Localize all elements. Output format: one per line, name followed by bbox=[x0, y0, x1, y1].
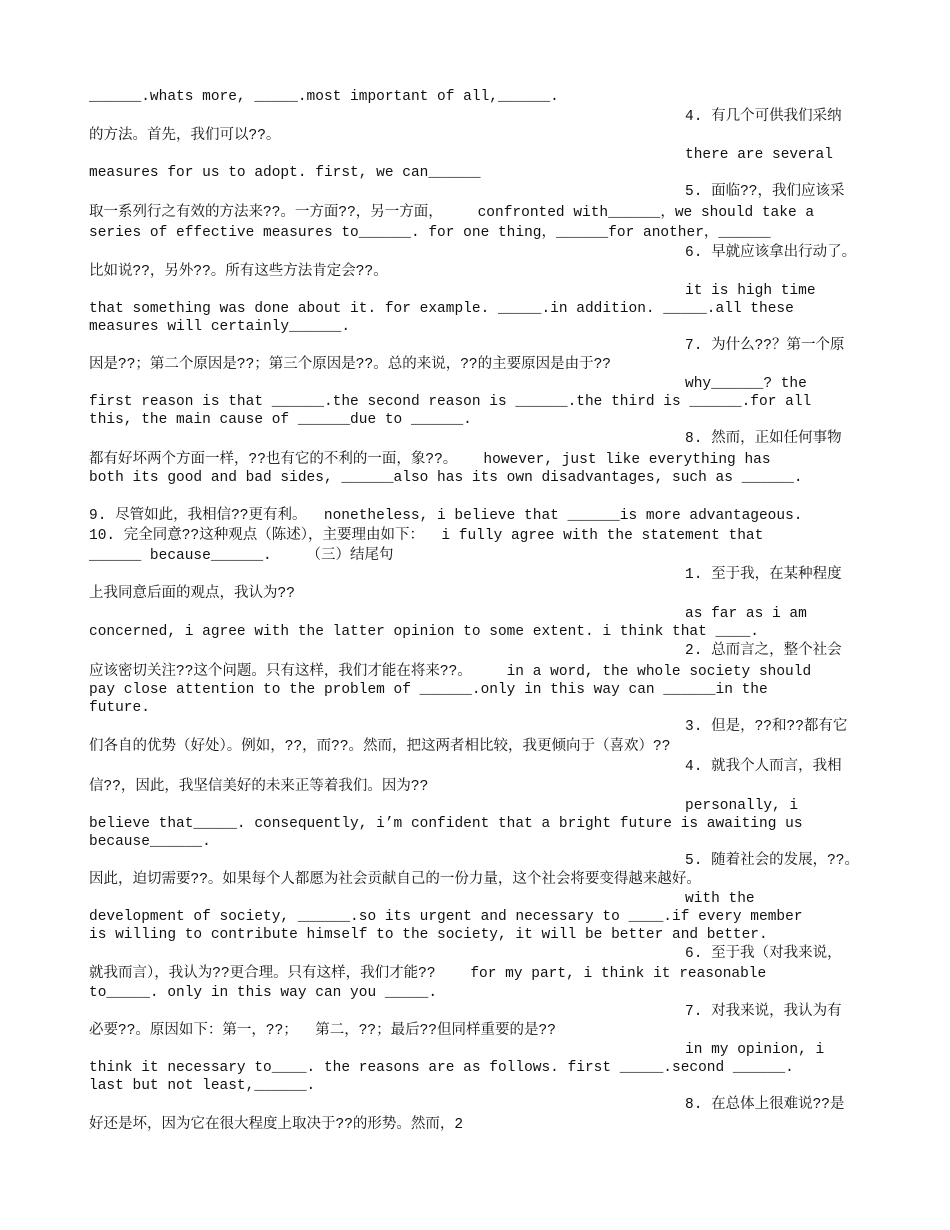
text-line: 因此，迫切需要??。如果每个人都愿为社会贡献自己的一份力量，这个社会将要变得越来越好。 bbox=[89, 872, 701, 888]
text-line: 7. 为什么??？第一个原 bbox=[685, 338, 845, 354]
text-line: 6. 至于我（对我来说， bbox=[685, 946, 842, 962]
text-line: 取一系列行之有效的方法来??。一方面??，另一方面， confronted with______，we should take a bbox=[89, 205, 815, 221]
text-line: 10. 完全同意??这种观点（陈述），主要理由如下： i fully agree with the statement that bbox=[89, 528, 764, 544]
text-line: future. bbox=[89, 700, 150, 716]
text-line: 8. 在总体上很难说??是 bbox=[685, 1097, 845, 1113]
text-line: as far as i am bbox=[685, 606, 807, 622]
text-line: 比如说??，另外??。所有这些方法肯定会??。 bbox=[89, 264, 388, 280]
text-line: in my opinion, i bbox=[685, 1042, 825, 1058]
text-line: 2. 总而言之，整个社会 bbox=[685, 643, 842, 659]
text-line: it is high time bbox=[685, 283, 816, 299]
text-line: to_____. only in this way can you _____. bbox=[89, 985, 438, 1001]
text-line: is willing to contribute himself to the society, it will be better and better. bbox=[89, 927, 768, 943]
text-line: that something was done about it. for example. _____.in addition. _____.all these bbox=[89, 301, 794, 317]
text-line: 的方法。首先，我们可以??。 bbox=[89, 128, 281, 144]
text-line: 4. 就我个人而言，我相 bbox=[685, 759, 842, 775]
text-line: 4. 有几个可供我们采纳 bbox=[685, 109, 842, 125]
text-line: 1. 至于我，在某种程度 bbox=[685, 567, 842, 583]
text-line: this, the main cause of ______due to ______. bbox=[89, 412, 472, 428]
text-line: 7. 对我来说，我认为有 bbox=[685, 1004, 842, 1020]
text-line: 都有好坏两个方面一样，??也有它的不利的一面，象??。 however, just like everything has bbox=[89, 452, 771, 468]
text-line: because______. bbox=[89, 834, 211, 850]
text-line: 6. 早就应该拿出行动了。 bbox=[685, 245, 857, 261]
text-line: 9. 尽管如此，我相信??更有利。 nonetheless, i believe that ______is more advantageous. bbox=[89, 508, 803, 524]
text-line: 8. 然而，正如任何事物 bbox=[685, 431, 842, 447]
text-line: concerned, i agree with the latter opinion to some extent. i think that ____. bbox=[89, 624, 760, 640]
text-line: why______? the bbox=[685, 376, 807, 392]
text-line: pay close attention to the problem of ______.only in this way can ______in the bbox=[89, 682, 768, 698]
text-line: measures will certainly______. bbox=[89, 319, 351, 335]
text-line: 上我同意后面的观点，我认为?? bbox=[89, 586, 295, 602]
text-line: ______ because______. （三）结尾句 bbox=[89, 548, 394, 564]
text-line: 信??，因此，我坚信美好的未来正等着我们。因为?? bbox=[89, 779, 429, 795]
text-line: 们各自的优势（好处）。例如，??，而??。然而，把这两者相比较，我更倾向于（喜欢）?? bbox=[89, 739, 671, 755]
text-line: first reason is that ______.the second reason is ______.the third is ______.for all bbox=[89, 394, 812, 410]
text-line: 5. 面临??，我们应该采 bbox=[685, 184, 845, 200]
text-line: ______.whats more, _____.most important of all,______. bbox=[89, 89, 559, 105]
text-line: series of effective measures to______. for one thing，______for another，______ bbox=[89, 225, 771, 241]
text-line: believe that_____. consequently, i’m confident that a bright future is awaiting us bbox=[89, 816, 803, 832]
text-line: with the bbox=[685, 891, 755, 907]
text-line: 就我而言），我认为??更合理。只有这样，我们才能?? for my part, i think it reasonable bbox=[89, 966, 767, 982]
text-line: both its good and bad sides, ______also has its own disadvantages, such as ______. bbox=[89, 470, 803, 486]
text-line: 因是??；第二个原因是??；第三个原因是??。总的来说，??的主要原因是由于?? bbox=[89, 357, 612, 373]
text-line: 5. 随着社会的发展，??。 bbox=[685, 853, 860, 869]
text-line: 应该密切关注??这个问题。只有这样，我们才能在将来??。 in a word, the whole society should bbox=[89, 664, 812, 680]
text-line: 3. 但是，??和??都有它 bbox=[685, 719, 848, 735]
text-line: development of society, ______.so its urgent and necessary to ____.if every member bbox=[89, 909, 803, 925]
text-line: measures for us to adopt. first, we can______ bbox=[89, 165, 481, 181]
text-line: last but not least,______. bbox=[89, 1078, 316, 1094]
text-line: there are several bbox=[685, 147, 833, 163]
text-line: 必要??。原因如下：第一，??； 第二，??；最后??但同样重要的是?? bbox=[89, 1023, 556, 1039]
text-line: think it necessary to____. the reasons are as follows. first _____.second ______. bbox=[89, 1060, 794, 1076]
text-line: personally, i bbox=[685, 798, 799, 814]
text-line: 好还是坏，因为它在很大程度上取决于??的形势。然而，2 bbox=[89, 1117, 464, 1133]
